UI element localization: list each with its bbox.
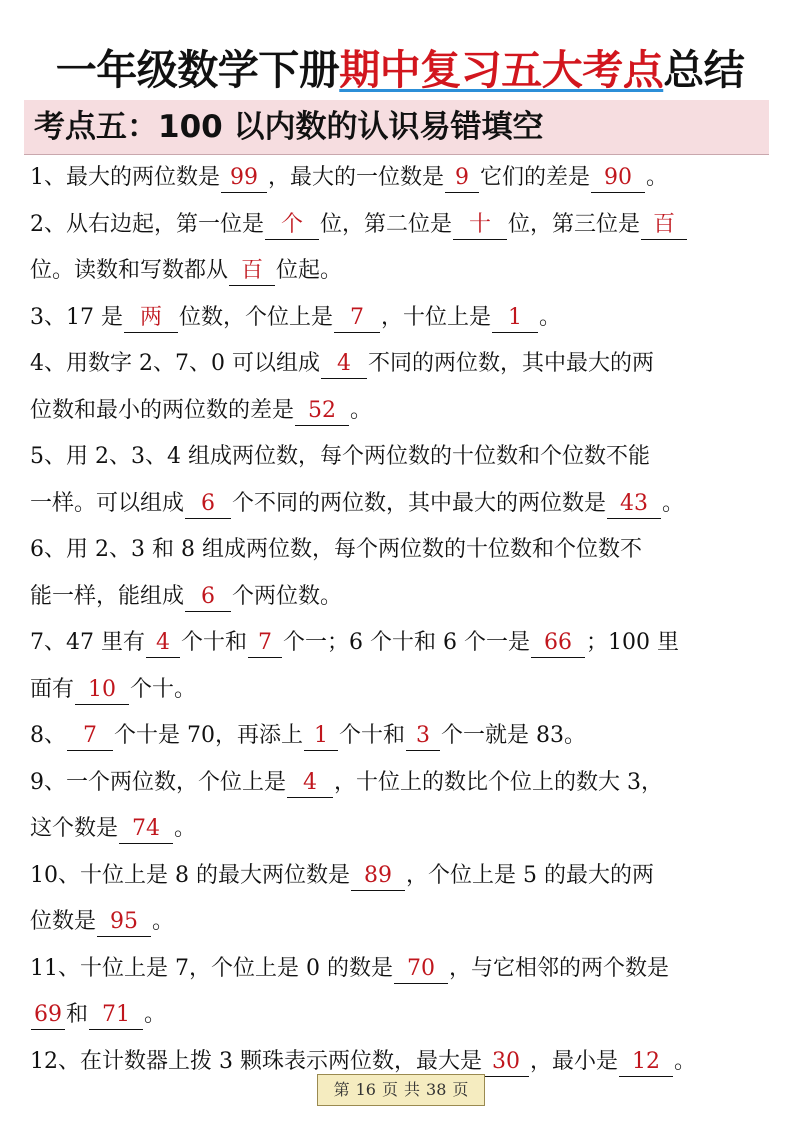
q5-text-b: 一样。可以组成 (30, 490, 185, 516)
q7-text-c: 个一；6 个十和 6 个一是 (283, 630, 530, 655)
q12-text-a: 12、在计数器上拨 3 颗珠表示两位数，最大是 (30, 1048, 482, 1074)
answer-blank: 百 (641, 211, 687, 240)
answer-blank: 52 (295, 397, 349, 426)
answer-blank: 9 (445, 164, 479, 193)
q11-text-b: ，与它相邻的两个数是 (448, 955, 669, 981)
title-pre: 一年级数学下册 (55, 46, 340, 94)
q5-text-d: 。 (662, 490, 685, 516)
question-5-cont (30, 481, 775, 528)
question-9 (30, 760, 775, 807)
q11-text-c: 和 (66, 1002, 89, 1027)
answer-blank: 7 (67, 722, 113, 751)
q9-text-c: 这个数是 (30, 816, 119, 841)
footer-label-di: 第 (333, 1080, 350, 1099)
q10-text-c: 位数是 (30, 909, 97, 934)
q8-text-d: 个一就是 83。 (441, 723, 587, 748)
answer-blank: 两 (124, 304, 178, 333)
question-10-cont (30, 899, 775, 946)
question-3 (30, 295, 775, 342)
q2-text-c: 位，第三位是 (508, 211, 641, 237)
q12-text-c: 。 (674, 1048, 697, 1074)
question-11 (30, 946, 775, 993)
answer-blank: 70 (394, 955, 448, 984)
answer-blank: 十 (453, 211, 507, 240)
answer-blank: 6 (185, 583, 231, 612)
question-4-cont (30, 388, 775, 435)
q7-text-b: 个十和 (181, 630, 248, 655)
q11-text-a: 11、十位上是 7，个位上是 0 的数是 (30, 955, 393, 981)
q5-text-c: 个不同的两位数，其中最大的两位数是 (232, 490, 607, 516)
footer-label-ye2: 页 (452, 1080, 469, 1099)
q4-text-a: 4、用数字 2、7、0 可以组成 (30, 351, 320, 376)
answer-blank: 7 (248, 629, 282, 658)
q6-text-c: 个两位数。 (232, 583, 343, 609)
title-post: 总结 (663, 46, 745, 94)
q9-text-b: ，十位上的数比个位上的数大 3， (334, 769, 663, 795)
footer-page-number: 16 (355, 1080, 376, 1099)
q2-text-e: 位起。 (276, 258, 343, 283)
answer-blank: 90 (591, 164, 645, 193)
q7-text-e: 面有 (30, 676, 75, 702)
q3-text-d: 。 (539, 304, 562, 330)
page-title (0, 38, 800, 102)
q1-text-a: 1、最大的两位数是 (30, 165, 220, 190)
q4-text-b: 不同的两位数，其中最大的两 (367, 351, 654, 376)
question-list (30, 155, 775, 1085)
q7-text-d: ；100 里 (586, 630, 679, 655)
q3-text-c: ，十位上是 (381, 304, 492, 330)
answer-blank: 4 (146, 629, 180, 658)
answer-blank: 89 (351, 862, 405, 891)
q10-text-d: 。 (152, 909, 175, 934)
q3-text-b: 位数，个位上是 (179, 304, 334, 330)
answer-blank: 1 (304, 722, 338, 751)
q6-text-a: 6、用 2、3 和 8 组成两位数，每个两位数的十位数和个位数不 (30, 537, 642, 562)
q5-text-a: 5、用 2、3、4 组成两位数，每个两位数的十位数和个位数不能 (30, 444, 650, 469)
answer-blank: 百 (229, 257, 275, 286)
q3-text-a: 3、17 是 (30, 304, 123, 330)
question-10 (30, 853, 775, 900)
question-5 (30, 434, 775, 481)
section-title: 考点五：100 以内数的认识易错填空 (34, 109, 544, 145)
answer-blank: 74 (119, 815, 173, 844)
q7-text-a: 7、47 里有 (30, 630, 145, 655)
footer-label-ye: 页 (381, 1080, 398, 1099)
title-highlight: 期中复习五大考点 (339, 46, 664, 94)
question-6-cont (30, 574, 775, 621)
q7-text-f: 个十。 (130, 676, 197, 702)
answer-blank: 1 (492, 304, 538, 333)
answer-blank: 43 (607, 490, 661, 519)
question-11-cont (30, 992, 775, 1039)
question-7-cont (30, 667, 775, 714)
q2-text-b: 位，第二位是 (320, 211, 453, 237)
q2-text-d: 位。读数和写数都从 (30, 258, 229, 283)
question-4 (30, 341, 775, 388)
section-header (24, 100, 769, 155)
answer-blank: 4 (287, 769, 333, 798)
q10-text-a: 10、十位上是 8 的最大两位数是 (30, 862, 350, 888)
question-1 (30, 155, 775, 202)
q8-text-a: 8、 (30, 723, 66, 748)
q9-text-d: 。 (174, 816, 197, 841)
question-7 (30, 620, 775, 667)
answer-blank: 个 (265, 211, 319, 240)
question-6 (30, 527, 775, 574)
q1-text-b: ，最大的一位数是 (268, 165, 445, 190)
answer-blank: 4 (321, 350, 367, 379)
q8-text-c: 个十和 (339, 723, 406, 748)
q9-text-a: 9、一个两位数，个位上是 (30, 769, 286, 795)
answer-blank: 30 (483, 1048, 529, 1077)
answer-blank: 69 (31, 1001, 65, 1030)
answer-blank: 6 (185, 490, 231, 519)
q12-text-b: ，最小是 (529, 1048, 618, 1074)
question-9-cont (30, 806, 775, 853)
answer-blank: 66 (531, 629, 585, 658)
question-2 (30, 202, 775, 249)
answer-blank: 71 (89, 1001, 143, 1030)
answer-blank: 95 (97, 908, 151, 937)
q4-text-c: 位数和最小的两位数的差是 (30, 397, 295, 423)
q1-text-d: 。 (646, 165, 669, 190)
question-2-cont (30, 248, 775, 295)
page-number-footer (317, 1074, 485, 1106)
q11-text-d: 。 (144, 1002, 167, 1027)
answer-blank: 7 (334, 304, 380, 333)
answer-blank: 10 (75, 676, 129, 705)
footer-label-gong: 共 (404, 1080, 421, 1099)
answer-blank: 99 (221, 164, 267, 193)
q10-text-b: ，个位上是 5 的最大的两 (405, 862, 654, 888)
footer-total-pages: 38 (426, 1080, 447, 1099)
q8-text-b: 个十是 70，再添上 (114, 723, 303, 748)
q6-text-b: 能一样，能组成 (30, 583, 185, 609)
q1-text-c: 它们的差是 (480, 165, 591, 190)
answer-blank: 12 (619, 1048, 673, 1077)
q4-text-d: 。 (350, 397, 373, 423)
answer-blank: 3 (406, 722, 440, 751)
q2-text-a: 2、从右边起，第一位是 (30, 211, 264, 237)
question-8 (30, 713, 775, 760)
